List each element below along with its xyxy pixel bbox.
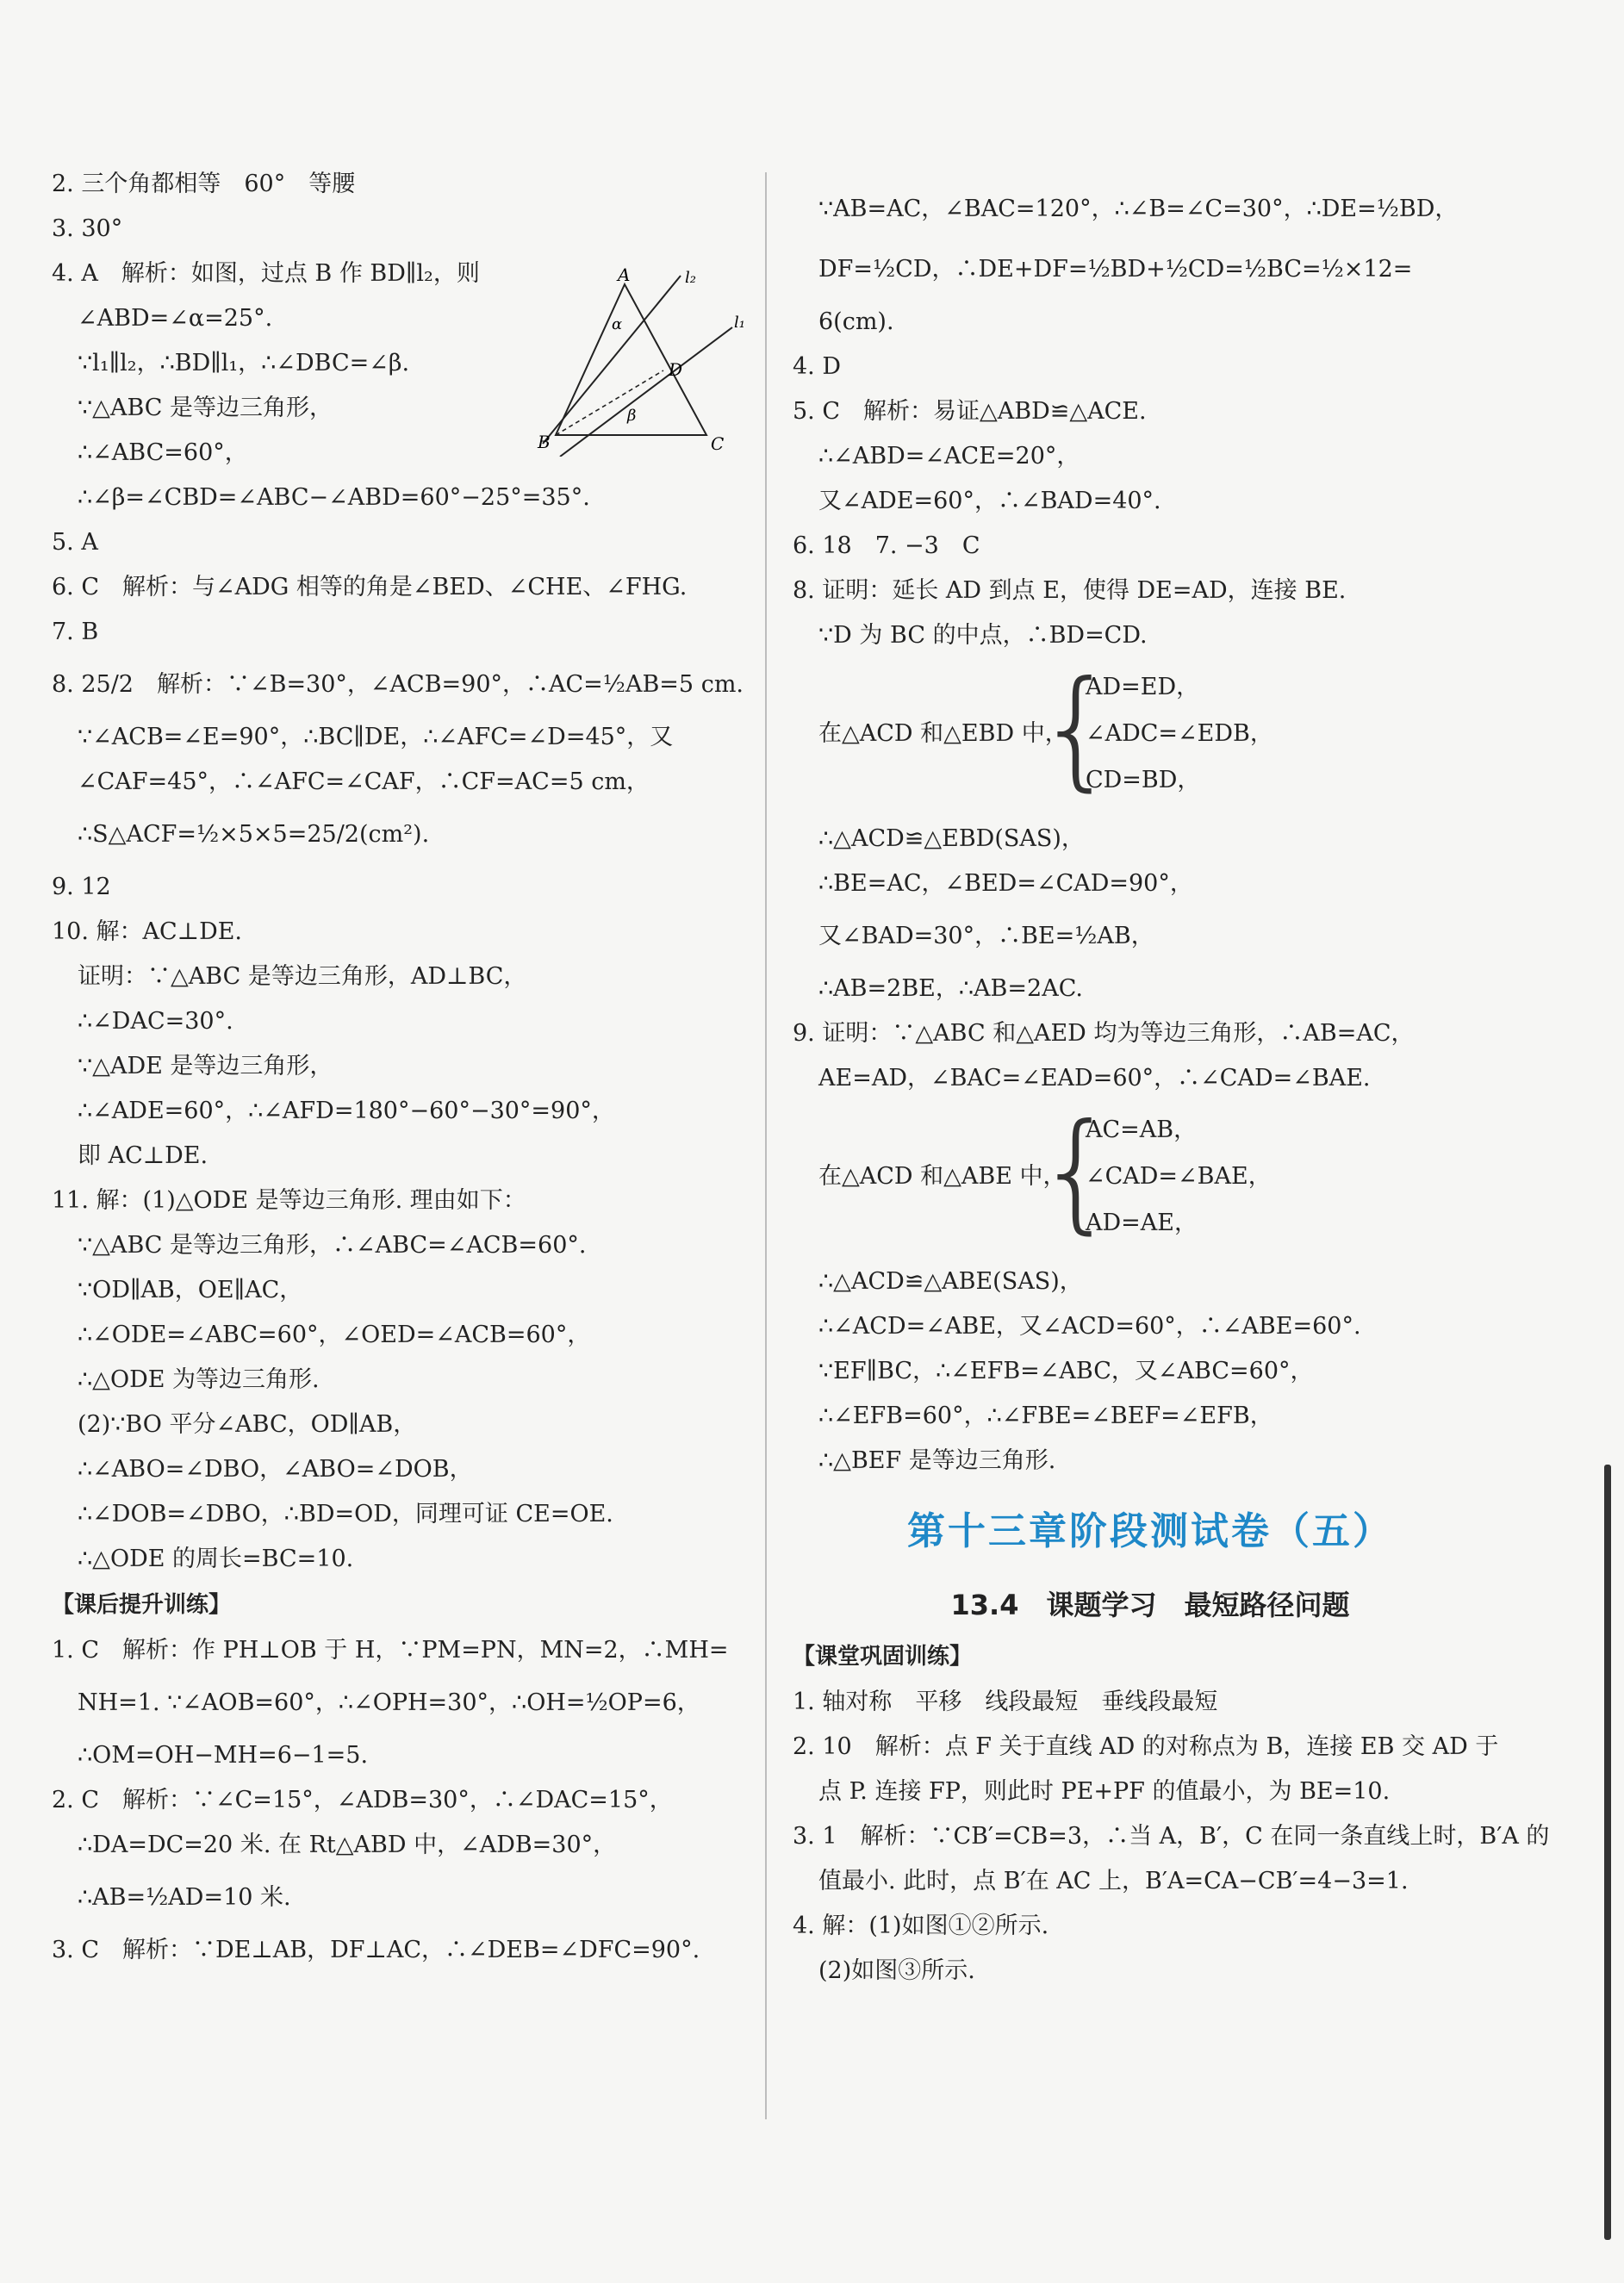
brace-icon: {	[1036, 1097, 1118, 1247]
answer-line: ∴AB=½AD=10 米.	[78, 1884, 291, 1911]
answer-line: 4. A 解析：如图，过点 B 作 BD∥l₂，则	[52, 260, 480, 287]
answer-line: ∴∠ODE=∠ABC=60°，∠OED=∠ACB=60°，	[78, 1322, 591, 1348]
answer-line: 8. 25/2 解析：∵∠B=30°，∠ACB=90°，∴AC=½AB=5 cm.	[52, 671, 744, 698]
column-divider	[765, 172, 767, 2119]
answer-line: ∵D 为 BC 的中点，∴BD=CD.	[818, 622, 1148, 649]
section-heading: 【课后提升训练】	[52, 1592, 232, 1618]
answer-line: 11. 解：(1)△ODE 是等边三角形. 理由如下：	[52, 1187, 526, 1214]
answer-line: 7. B	[52, 619, 99, 645]
answer-line: 8. 证明：延长 AD 到点 E，使得 DE=AD，连接 BE.	[793, 577, 1347, 604]
answer-line: ∴△BEF 是等边三角形.	[818, 1447, 1056, 1474]
answer-line: 6. 18 7. −3 C	[793, 532, 980, 559]
answer-line: ∴AB=2BE，∴AB=2AC.	[818, 975, 1083, 1002]
answer-line: ∴△ODE 为等边三角形.	[78, 1366, 320, 1393]
answer-line: ∵△ADE 是等边三角形，	[78, 1053, 333, 1079]
answer-line: 6. C 解析：与∠ADG 相等的角是∠BED、∠CHE、∠FHG.	[52, 574, 688, 600]
answer-line: ∵EF∥BC，∴∠EFB=∠ABC，又∠ABC=60°，	[818, 1358, 1314, 1384]
answer-line: 2. 三个角都相等 60° 等腰	[52, 171, 356, 197]
answer-line: 点 P. 连接 FP，则此时 PE+PF 的值最小，为 BE=10.	[818, 1778, 1391, 1805]
right-column	[793, 185, 1550, 1988]
page-edge-shadow	[1604, 1465, 1611, 2240]
brace-row: AD=ED，	[1086, 674, 1200, 700]
brace-row: AC=AB，	[1086, 1117, 1198, 1143]
answer-line: ∴∠ABC=60°，	[78, 439, 248, 466]
brace-row: ∠CAD=∠BAE，	[1086, 1163, 1272, 1190]
answer-line: 即 AC⊥DE.	[78, 1142, 208, 1169]
triangle-figure	[534, 267, 758, 457]
answer-line: ∵△ABC 是等边三角形，	[78, 395, 333, 421]
answer-line: ∴OM=OH−MH=6−1=5.	[78, 1742, 369, 1769]
lesson-title: 13.4 课题学习 最短路径问题	[950, 1589, 1350, 1621]
brace-lead: 在△ACD 和△EBD 中，	[818, 720, 1068, 747]
answer-line: (2)如图③所示.	[818, 1957, 975, 1984]
answer-line: ∴∠β=∠CBD=∠ABC−∠ABD=60°−25°=35°.	[78, 484, 590, 511]
answer-line: 又∠ADE=60°，∴∠BAD=40°.	[818, 488, 1161, 514]
label-d: D	[669, 359, 683, 380]
answer-line: 5. A	[52, 529, 98, 556]
answer-line: 3. 1 解析：∵CB′=CB=3，∴当 A，B′，C 在同一条直线上时，B′A 的	[793, 1823, 1550, 1850]
answer-line: 10. 解：AC⊥DE.	[52, 918, 243, 945]
answer-line: 3. C 解析：∵DE⊥AB，DF⊥AC，∴∠DEB=∠DFC=90°.	[52, 1937, 700, 1963]
answer-line: 5. C 解析：易证△ABD≌△ACE.	[793, 398, 1147, 425]
answer-line: ∴△ODE 的周长=BC=10.	[78, 1546, 354, 1572]
answer-line: 2. C 解析：∵∠C=15°，∠ADB=30°，∴∠DAC=15°，	[52, 1787, 673, 1813]
answer-line: ∴BE=AC，∠BED=∠CAD=90°，	[818, 870, 1193, 897]
answer-line: 3. 30°	[52, 215, 123, 242]
answer-line: 2. 10 解析：点 F 关于直线 AD 的对称点为 B，连接 EB 交 AD 于	[793, 1733, 1499, 1760]
condition-brace-2	[793, 1097, 1508, 1253]
brace-row: ∠ADC=∠EDB，	[1086, 720, 1273, 747]
answer-line: 6(cm).	[818, 308, 894, 335]
condition-brace-1	[793, 654, 1508, 811]
chapter-title: 第十三章阶段测试卷（五）	[907, 1509, 1393, 1553]
answer-line: ∴∠EFB=60°，∴∠FBE=∠BEF=∠EFB，	[818, 1403, 1273, 1429]
brace-row: AD=AE，	[1086, 1210, 1198, 1236]
answer-line: 9. 12	[52, 874, 111, 900]
answer-line: 9. 证明：∵△ABC 和△AED 均为等边三角形，∴AB=AC，	[793, 1020, 1415, 1047]
answer-line: ∵AB=AC，∠BAC=120°，∴∠B=∠C=30°，∴DE=½BD，	[818, 196, 1459, 222]
answer-line: DF=½CD，∴DE+DF=½BD+½CD=½BC=½×12=	[818, 256, 1413, 283]
answer-line: 值最小. 此时，点 B′在 AC 上，B′A=CA−CB′=4−3=1.	[818, 1868, 1409, 1894]
label-l2: l₂	[685, 269, 696, 287]
answer-line: ∴S△ACF=½×5×5=25/2(cm²).	[78, 821, 430, 848]
answer-line: 1. C 解析：作 PH⊥OB 于 H，∵PM=PN，MN=2，∴MH=	[52, 1637, 729, 1664]
answer-line: ∴∠ABO=∠DBO，∠ABO=∠DOB，	[78, 1456, 473, 1483]
brace-row: CD=BD，	[1086, 767, 1201, 793]
answer-line: ∠ABD=∠α=25°.	[78, 305, 273, 332]
label-a: A	[618, 267, 631, 285]
label-b: B	[538, 432, 551, 452]
brace-rows	[1086, 664, 1273, 804]
answer-line: NH=1. ∵∠AOB=60°，∴∠OPH=30°，∴OH=½OP=6，	[78, 1689, 700, 1716]
answer-line: ∵l₁∥l₂，∴BD∥l₁，∴∠DBC=∠β.	[78, 350, 410, 376]
answer-line: ∴△ACD≌△ABE(SAS)，	[818, 1268, 1083, 1295]
brace-rows	[1086, 1107, 1272, 1247]
answer-line: ∵△ABC 是等边三角形，∴∠ABC=∠ACB=60°.	[78, 1232, 587, 1259]
answer-line: 又∠BAD=30°，∴BE=½AB，	[818, 923, 1154, 949]
answer-line: ∴∠ABD=∠ACE=20°，	[818, 443, 1080, 470]
answer-line: ∴DA=DC=20 米. 在 Rt△ABD 中，∠ADB=30°，	[78, 1832, 617, 1858]
answer-line: ∴∠DAC=30°.	[78, 1008, 233, 1035]
answer-line: 证明：∵△ABC 是等边三角形，AD⊥BC，	[78, 963, 527, 990]
answer-line: (2)∵BO 平分∠ABC，OD∥AB，	[78, 1411, 417, 1438]
answer-line: ∠CAF=45°，∴∠AFC=∠CAF，∴CF=AC=5 cm，	[78, 768, 650, 795]
answer-line: ∴∠DOB=∠DBO，∴BD=OD，同理可证 CE=OE.	[78, 1501, 613, 1527]
answer-line: AE=AD，∠BAC=∠EAD=60°，∴∠CAD=∠BAE.	[818, 1065, 1371, 1092]
brace-icon: {	[1036, 654, 1118, 804]
answer-line: 4. D	[793, 353, 841, 380]
label-alpha: α	[612, 315, 623, 333]
label-c: C	[711, 433, 725, 454]
answer-line: 1. 轴对称 平移 线段最短 垂线段最短	[793, 1689, 1218, 1715]
segment-bd	[556, 370, 663, 435]
answer-line: ∵OD∥AB，OE∥AC，	[78, 1277, 303, 1303]
brace-lead: 在△ACD 和△ABE 中，	[818, 1163, 1067, 1190]
answer-line: ∴∠ACD=∠ABE，又∠ACD=60°，∴∠ABE=60°.	[818, 1313, 1361, 1340]
answer-line: ∵∠ACB=∠E=90°，∴BC∥DE，∴∠AFC=∠D=45°，又	[78, 724, 674, 750]
section-heading: 【课堂巩固训练】	[793, 1644, 973, 1670]
label-beta: β	[627, 407, 637, 425]
answer-line: ∴△ACD≌△EBD(SAS)，	[818, 825, 1085, 852]
answer-line: 4. 解：(1)如图①②所示.	[793, 1913, 1049, 1939]
answer-line: ∴∠ADE=60°，∴∠AFD=180°−60°−30°=90°，	[78, 1098, 615, 1124]
label-l1: l₁	[734, 314, 745, 332]
